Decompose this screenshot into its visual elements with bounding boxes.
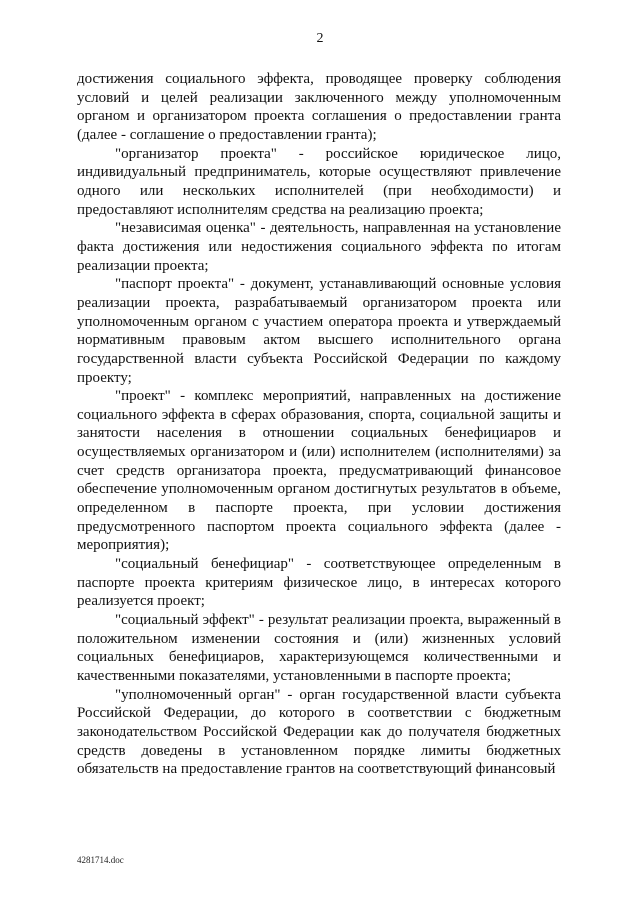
definition-project-passport: "паспорт проекта" - документ, устанавливающий основные условия реализации проекта, разрабатываемый организатором проекта или уполномоченным органом с участием оператора проекта и утверждаемый нормативным правовым актом высшего исполнительного органа государственной власти субъекта Российской Федерации по каждому проекту;	[77, 276, 561, 386]
definition-social-beneficiary: "социальный бенефициар" - соответствующее определенным в паспорте проекта критериям физическое лицо, в интересах которого реализуется проект;	[77, 556, 561, 610]
paragraph-continuation: достижения социального эффекта, проводящее проверку соблюдения условий и целей реализации заключенного между уполномоченным органом и организатором проекта соглашения о предоставлении гранта (далее - соглашение о предоставлении гранта);	[77, 71, 561, 143]
page-number: 2	[316, 31, 324, 46]
definition-project: "проект" - комплекс мероприятий, направленных на достижение социального эффекта в сферах образования, спорта, социальной защиты и занятости населения в отношении социальных бенефициаров и осуществляемых организатором и (или) исполнителем (исполнителями) за счет средств организатора проекта, предусматривающий финансовое обеспечение уполномоченным органом достигнутых результатов в объеме, определенном в паспорте проекта, при условии достижения предусмотренного паспортом проекта социального эффекта (далее - мероприятия);	[77, 388, 561, 554]
definition-authorized-body: "уполномоченный орган" - орган государственной власти субъекта Российской Федерации, до которого в соответствии с бюджетным законодательством Российской Федерации как до получателя бюджетных средств доведены в установленном порядке лимиты бюджетных обязательств на предоставление грантов на соответствующий финансовый	[77, 686, 561, 778]
definition-social-effect: "социальный эффект" - результат реализации проекта, выраженный в положительном изменении состояния и (или) жизненных условий социальных бенефициаров, характеризующемся количественными и качественными показателями, установленными в паспорте проекта;	[77, 612, 561, 684]
footer-filename: 4281714.doc	[77, 855, 124, 865]
document-body	[77, 70, 561, 779]
definition-project-organizer: "организатор проекта" - российское юридическое лицо, индивидуальный предприниматель, которые осуществляют привлечение одного или нескольких исполнителей (при необходимости) и предоставляют исполнителям средства на реализацию проекта;	[77, 145, 561, 218]
definition-independent-assessment: "независимая оценка" - деятельность, направленная на установление факта достижения или недостижения социального эффекта по итогам реализации проекта;	[77, 220, 561, 274]
